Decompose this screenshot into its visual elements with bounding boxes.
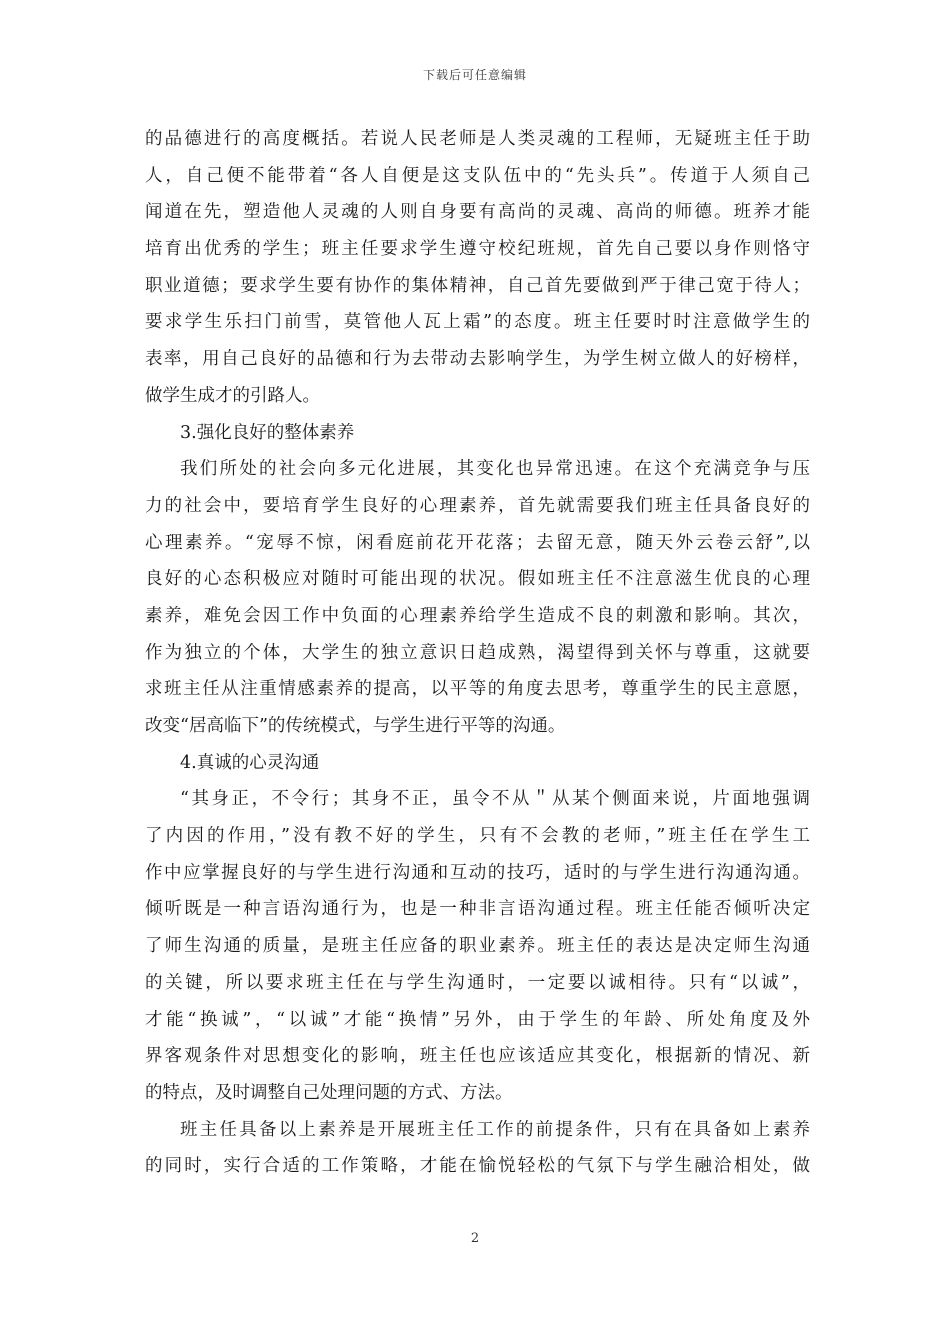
- text-line: 了内因的作用，”没有教不好的学生，只有不会教的老师，”班主任在学生工: [145, 826, 810, 847]
- text-line: 力的社会中，要培育学生良好的心理素养，首先就需要我们班主任具备良好的: [145, 495, 810, 516]
- text-line: 改变“居高临下”的传统模式，与学生进行平等的沟通。: [145, 716, 566, 736]
- text-line: 作为独立的个体，大学生的独立意识日趋成熟，渴望得到关怀与尊重，这就要: [145, 642, 810, 663]
- text-line: 良好的心态积极应对随时可能出现的状况。假如班主任不注意滋生优良的心理: [145, 569, 810, 590]
- text-line: 做学生成才的引路人。: [145, 385, 320, 406]
- text-line: 了师生沟通的质量，是班主任应备的职业素养。班主任的表达是决定师生沟通: [145, 936, 810, 957]
- text-line: 界客观条件对思想变化的影响，班主任也应该适应其变化，根据新的情况、新: [145, 1046, 810, 1067]
- text-line: 要求学生乐扫门前雪，莫管他人瓦上霜”的态度。班主任要时时注意做学生的: [145, 312, 810, 333]
- text-line: “其身正，不令行；其身不正，虽令不从＂从某个侧面来说，片面地强调: [180, 789, 810, 810]
- text-line: 求班主任从注重情感素养的提高，以平等的角度去思考，尊重学生的民主意愿，: [145, 679, 810, 700]
- text-line: 的特点，及时调整自己处理问题的方式、方法。: [145, 1082, 513, 1103]
- page-header: 下载后可任意编辑: [422, 68, 527, 82]
- text-line: 的关键，所以要求班主任在与学生沟通时，一定要以诚相待。只有“以诚”，: [145, 972, 810, 993]
- page-number: 2: [470, 1231, 480, 1246]
- text-line: 闻道在先，塑造他人灵魂的人则自身要有高尚的灵魂、高尚的师德。班养才能: [145, 202, 810, 223]
- text-line: 才能“换诚”，“以诚”才能“换情”另外，由于学生的年龄、所处角度及外: [145, 1009, 810, 1030]
- text-line: 作中应掌握良好的与学生进行沟通和互动的技巧，适时的与学生进行沟通沟通。: [145, 862, 810, 883]
- section-heading: 3.强化良好的整体素养: [180, 422, 355, 443]
- text-line: 人，自己便不能带着“各人自便是这支队伍中的“先头兵”。传道于人须自己: [145, 165, 810, 186]
- text-line: 素养，难免会因工作中负面的心理素养给学生造成不良的刺激和影响。其次，: [145, 605, 810, 626]
- text-line: 的同时，实行合适的工作策略，才能在愉悦轻松的气氛下与学生融洽相处，做: [145, 1156, 810, 1177]
- text-line: 表率，用自己良好的品德和行为去带动去影响学生，为学生树立做人的好榜样，: [145, 349, 810, 370]
- text-line: 倾听既是一种言语沟通行为，也是一种非言语沟通过程。班主任能否倾听决定: [145, 899, 810, 920]
- document-body: [145, 121, 810, 1185]
- text-line: 心理素养。“宠辱不惊，闲看庭前花开花落；去留无意，随天外云卷云舒”,以: [145, 532, 810, 553]
- text-line: 培育出优秀的学生；班主任要求学生遵守校纪班规，首先自己要以身作则恪守: [145, 239, 810, 260]
- text-line: 职业道德；要求学生要有协作的集体精神，自己首先要做到严于律己宽于待人；: [145, 275, 810, 296]
- text-line: 班主任具备以上素养是开展班主任工作的前提条件，只有在具备如上素养: [180, 1119, 810, 1140]
- text-line: 我们所处的社会向多元化进展，其变化也异常迅速。在这个充满竞争与压: [180, 459, 810, 480]
- text-line: 的品德进行的高度概括。若说人民老师是人类灵魂的工程师，无疑班主任于助: [145, 129, 810, 149]
- section-heading: 4.真诚的心灵沟通: [180, 752, 320, 773]
